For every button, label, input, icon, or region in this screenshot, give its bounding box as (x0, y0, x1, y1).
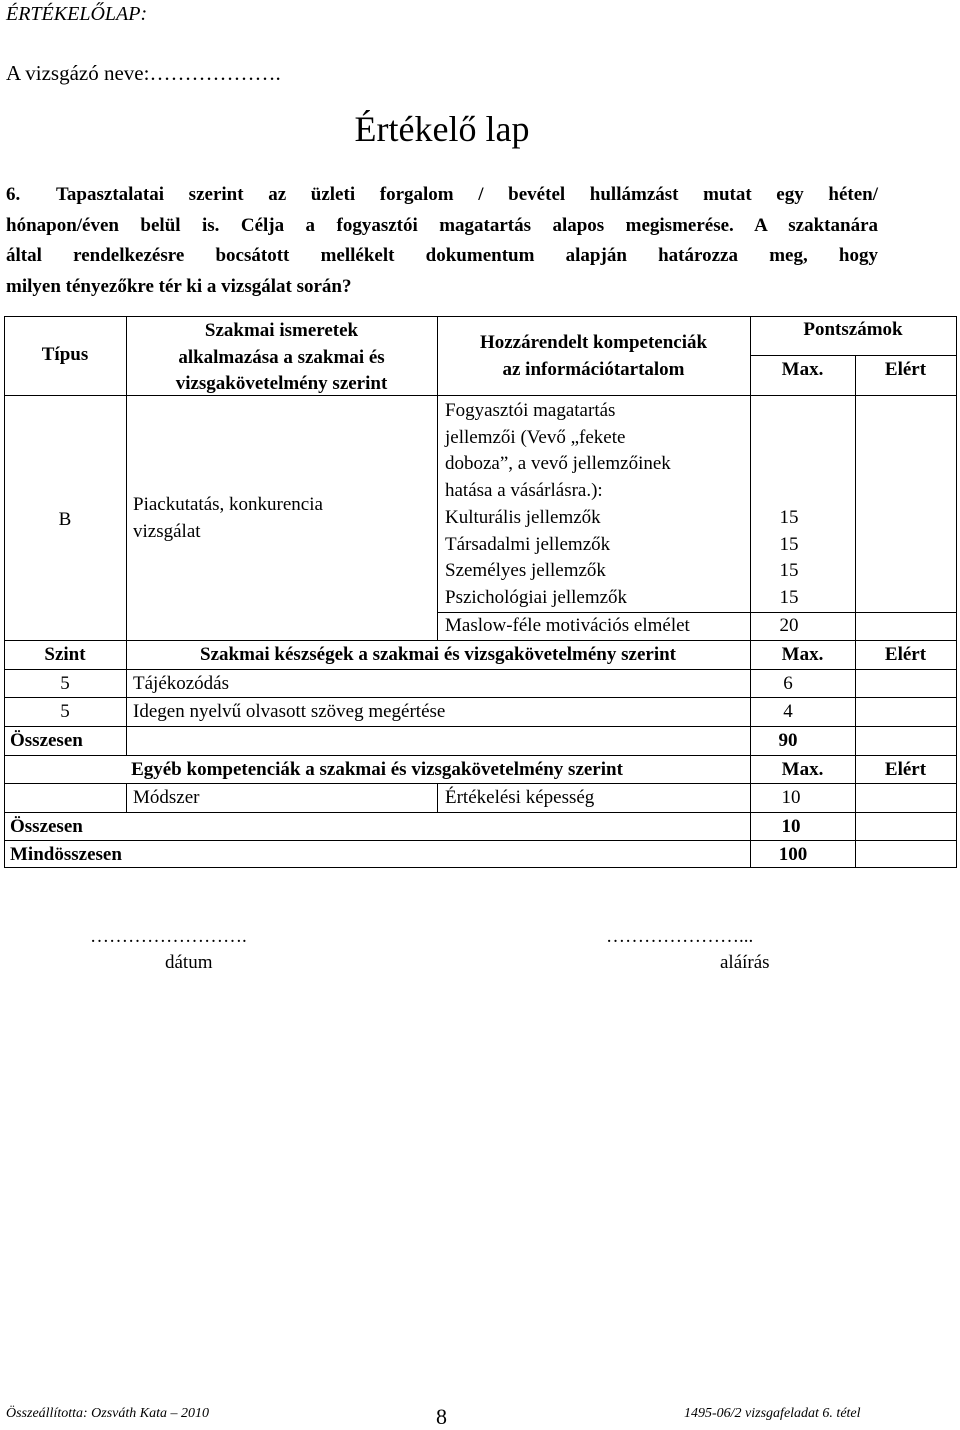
question-line-3: által rendelkezésre bocsátott mellékelt dokumentum alapján határozza meg, hogy (6, 245, 878, 266)
competency-intro: Fogyasztói magatartás jellemzői (Vevő „fekete doboza”, a vevő jellemzőinek hatása a vásárlásra.): (445, 400, 671, 501)
col-header-pontszamok: Pontszámok (803, 319, 903, 340)
question-line-1: 6. Tapasztalatai szerint az üzleti forgalom / bevétel hullámzást mutat egy héten/ (6, 180, 878, 211)
other-header-title: Egyéb kompetenciák a szakmai és vizsgakövetelmény szerint (131, 759, 623, 780)
competency-max: 15 (779, 507, 799, 528)
row-divider (4, 755, 957, 756)
col-divider (855, 355, 856, 640)
competency-max: 20 (779, 615, 799, 636)
page-number: 8 (436, 1404, 447, 1429)
col-divider (126, 783, 127, 812)
col-header-kompetenciak: Hozzárendelt kompetenciák az információtartalom (479, 332, 708, 380)
other-max: 10 (781, 787, 801, 808)
col-header-tipus: Típus (41, 344, 89, 365)
skill-label: Idegen nyelvű olvasott szöveg megértése (133, 701, 446, 722)
signature-line[interactable]: …………………... (606, 926, 754, 947)
other-competency: Értékelési képesség (445, 787, 595, 808)
competency-item: Társadalmi jellemzők (445, 534, 611, 555)
col-divider (437, 783, 438, 812)
competency-item: Maslow-féle motivációs elmélet (445, 615, 690, 636)
grand-total-max: 100 (778, 844, 808, 865)
skill-max: 6 (783, 673, 793, 694)
skill-level: 5 (60, 701, 70, 722)
competency-max: 15 (779, 587, 799, 608)
row-divider (4, 812, 957, 813)
competency-item: Személyes jellemzők (445, 560, 606, 581)
date-line[interactable]: ……………………. (90, 926, 247, 947)
skill-max: 4 (783, 701, 793, 722)
competency-max: 15 (779, 534, 799, 555)
task-question (6, 180, 878, 302)
skill-level: 5 (60, 673, 70, 694)
other-method: Módszer (133, 787, 200, 808)
question-line-4: milyen tényezőkre tér ki a vizsgálat során? (6, 275, 352, 297)
col-header-elert: Elért (884, 359, 927, 380)
other-total-max: 10 (781, 816, 801, 837)
other-header-elert: Elért (884, 759, 927, 780)
skills-header-elert: Elért (884, 644, 927, 665)
question-line-2: hónapon/éven belül is. Célja a fogyasztói magatartás alapos megismerése. A szaktanára (6, 214, 878, 236)
form-header: ÉRTÉKELŐLAP: (6, 3, 148, 25)
col-header-max: Max. (781, 359, 824, 380)
other-total-label: Összesen (10, 816, 83, 837)
col-header-szakmai: Szakmai ismeretek alkalmazása a szakmai és vizsgakövetelmény szerint (175, 320, 388, 394)
row-divider (750, 355, 956, 356)
date-label: dátum (165, 952, 213, 973)
type-b-label: B (58, 509, 72, 530)
table-border-right (956, 316, 957, 868)
question-number: 6. (6, 184, 21, 205)
skill-label: Tájékozódás (133, 673, 230, 694)
student-name-field[interactable]: A vizsgázó neve:………………. (6, 61, 281, 85)
row-divider (4, 640, 957, 641)
table-border-left (4, 316, 5, 868)
skills-total-max: 90 (778, 730, 798, 751)
competency-max: 15 (779, 560, 799, 581)
row-divider (4, 669, 957, 670)
skills-total-label: Összesen (10, 730, 83, 751)
footer-author: Összeállította: Ozsváth Kata – 2010 (6, 1406, 210, 1421)
signature-label: aláírás (720, 952, 770, 973)
skills-header-title: Szakmai készségek a szakmai és vizsgakövetelmény szerint (200, 644, 676, 665)
col-divider (855, 640, 856, 868)
footer-exam-code: 1495-06/2 vizsgafeladat 6. tétel (684, 1406, 861, 1421)
skills-header-szint: Szint (44, 644, 86, 665)
competency-item: Pszichológiai jellemzők (445, 587, 628, 608)
row-divider (4, 726, 957, 727)
competency-item: Kulturális jellemzők (445, 507, 601, 528)
other-header-max: Max. (781, 759, 824, 780)
topic-label: Piackutatás, konkurencia vizsgálat (133, 494, 323, 542)
page-title: Értékelő lap (354, 109, 530, 149)
skills-header-max: Max. (781, 644, 824, 665)
grand-total-label: Mindösszesen (10, 844, 122, 865)
